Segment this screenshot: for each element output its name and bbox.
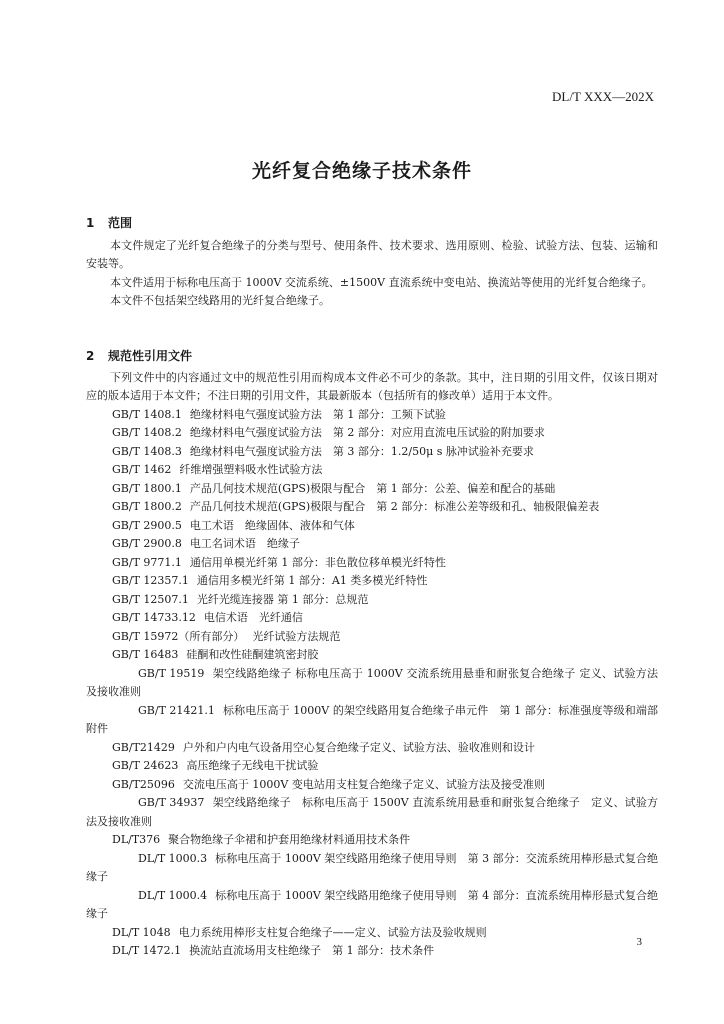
reference-code: GB/T 12357.1 [112,574,189,588]
reference-title: 户外和户内电气设备用空心复合绝缘子定义、试验方法、验收准则和设计 [182,740,535,754]
reference-item [86,942,658,961]
reference-code: GB/T 1800.2 [112,500,182,514]
reference-code: GB/T 16483 [112,648,179,662]
reference-title: 通信用单模光纤第 1 部分：非色散位移单模光纤特性 [189,555,446,569]
reference-title: 绝缘材料电气强度试验方法 第 1 部分：工频下试验 [189,407,446,421]
reference-title: 光纤光缆连接器 第 1 部分：总规范 [196,592,369,606]
intro-paragraph: 下列文件中的内容通过文中的规范性引用而构成本文件必不可少的条款。其中，注日期的引用文件，仅该日期对应的版本适用于本文件；不注日期的引用文件，其最新版本（包括所有的修改单）适用于本文件。 [86,371,658,403]
reference-title: 绝缘材料电气强度试验方法 第 2 部分：对应用直流电压试验的附加要求 [189,426,545,440]
reference-title: 光纤试验方法规范 [252,629,341,643]
reference-code: GB/T 2900.8 [112,537,182,551]
reference-list [86,406,658,961]
reference-code: GB/T 21421.1 [138,703,215,717]
reference-title: 绝缘材料电气强度试验方法 第 3 部分：1.2/50μ s 脉冲试验补充要求 [189,444,534,458]
reference-code: GB/T 1800.1 [112,481,182,495]
section-number: 1 [86,216,95,230]
reference-item [86,535,658,554]
section-title: 范围 [108,216,133,230]
section-scope [86,213,658,311]
reference-item [86,572,658,591]
reference-code: DL/T 1048 [112,925,171,939]
reference-item [86,498,658,517]
reference-item [86,831,658,850]
reference-title: 标称电压高于 1000V 架空线路用绝缘子使用导则 第 4 部分：直流系统用棒形悬式复合绝缘子 [86,888,658,921]
reference-item [86,757,658,776]
reference-title: 架空线路绝缘子 标称电压高于 1500V 直流系统用悬垂和耐张复合绝缘子 定义、试验方法及接收准则 [86,796,658,828]
section-heading [86,346,658,366]
reference-code: GB/T 34937 [138,796,205,810]
reference-code: GB/T 2900.5 [112,518,182,532]
reference-code: DL/T 1000.3 [138,851,208,865]
reference-title: 标称电压高于 1000V 的架空线路用复合绝缘子串元件 第 1 部分：标准强度等级和端部附件 [86,703,658,736]
reference-item [86,406,658,425]
paragraph: 本文件不包括架空线路用的光纤复合绝缘子。 [110,294,330,308]
reference-item [86,443,658,462]
reference-item [86,850,658,887]
reference-item [86,702,658,739]
reference-title: 通信用多模光纤第 1 部分：A1 类多模光纤特性 [196,574,428,588]
document-title: 光纤复合绝缘子技术条件 [251,160,472,182]
reference-item [86,461,658,480]
reference-title: 电信术语 光纤通信 [203,611,303,625]
section-normative-references [86,346,658,961]
reference-code: GB/T 14733.12 [112,611,196,625]
reference-item [86,665,658,702]
reference-title: 产品几何技术规范(GPS)极限与配合 第 1 部分：公差、偏差和配合的基础 [189,481,556,495]
reference-title: 交流电压高于 1000V 变电站用支柱复合绝缘子定义、试验方法及接受准则 [182,777,545,791]
reference-title: 纤维增强塑料吸水性试验方法 [179,463,323,477]
reference-title: 电工名词术语 绝缘子 [189,537,300,551]
section-number: 2 [86,349,95,363]
reference-item [86,609,658,628]
reference-title: 聚合物绝缘子伞裙和护套用绝缘材料通用技术条件 [168,833,411,847]
section-heading [86,213,658,233]
reference-title: 电力系统用棒形支柱复合绝缘子——定义、试验方法及验收规则 [178,925,487,939]
reference-item [86,776,658,795]
reference-title: 高压绝缘子无线电干扰试验 [186,759,319,773]
reference-code: GB/T 12507.1 [112,592,189,606]
reference-code: DL/T 1472.1 [112,944,182,958]
reference-item [86,924,658,943]
section-title: 规范性引用文件 [108,349,193,363]
reference-code: GB/T 9771.1 [112,555,182,569]
reference-title: 电工术语 绝缘固体、液体和气体 [189,518,355,532]
reference-title: 产品几何技术规范(GPS)极限与配合 第 2 部分：标准公差等级和孔、轴极限偏差表 [189,500,600,514]
reference-title: 换流站直流场用支柱绝缘子 第 1 部分：技术条件 [189,944,435,958]
reference-code: GB/T21429 [112,740,175,754]
reference-code: DL/T376 [112,833,161,847]
reference-title: 硅酮和改性硅酮建筑密封胶 [186,648,319,662]
reference-item [86,739,658,758]
reference-code: DL/T 1000.4 [138,888,208,902]
reference-item [86,794,658,831]
document-header-code: DL/T XXX—202X [552,89,654,104]
reference-item [86,554,658,573]
reference-code: GB/T 15972（所有部分） [112,629,245,643]
reference-code: GB/T 24623 [112,759,179,773]
reference-title: 标称电压高于 1000V 架空线路用绝缘子使用导则 第 3 部分：交流系统用棒形悬式复合绝缘子 [86,851,658,884]
reference-code: GB/T 1408.2 [112,426,182,440]
reference-item [86,424,658,443]
reference-item [86,628,658,647]
page-number: 3 [636,936,642,948]
reference-item [86,480,658,499]
reference-item [86,591,658,610]
paragraph: 本文件适用于标称电压高于 1000V 交流系统、±1500V 直流系统中变电站、换流站等使用的光纤复合绝缘子。 [110,275,653,289]
reference-item [86,517,658,536]
reference-title: 架空线路绝缘子 标称电压高于 1000V 交流系统用悬垂和耐张复合绝缘子 定义、试验方法及接收准则 [86,666,658,699]
reference-item [86,887,658,924]
reference-code: GB/T25096 [112,777,175,791]
paragraph: 本文件规定了光纤复合绝缘子的分类与型号、使用条件、技术要求、选用原则、检验、试验方法、包装、运输和安装等。 [86,239,658,271]
reference-item [86,646,658,665]
reference-code: GB/T 1462 [112,463,172,477]
reference-code: GB/T 1408.1 [112,407,182,421]
reference-code: GB/T 1408.3 [112,444,182,458]
reference-code: GB/T 19519 [138,666,205,680]
